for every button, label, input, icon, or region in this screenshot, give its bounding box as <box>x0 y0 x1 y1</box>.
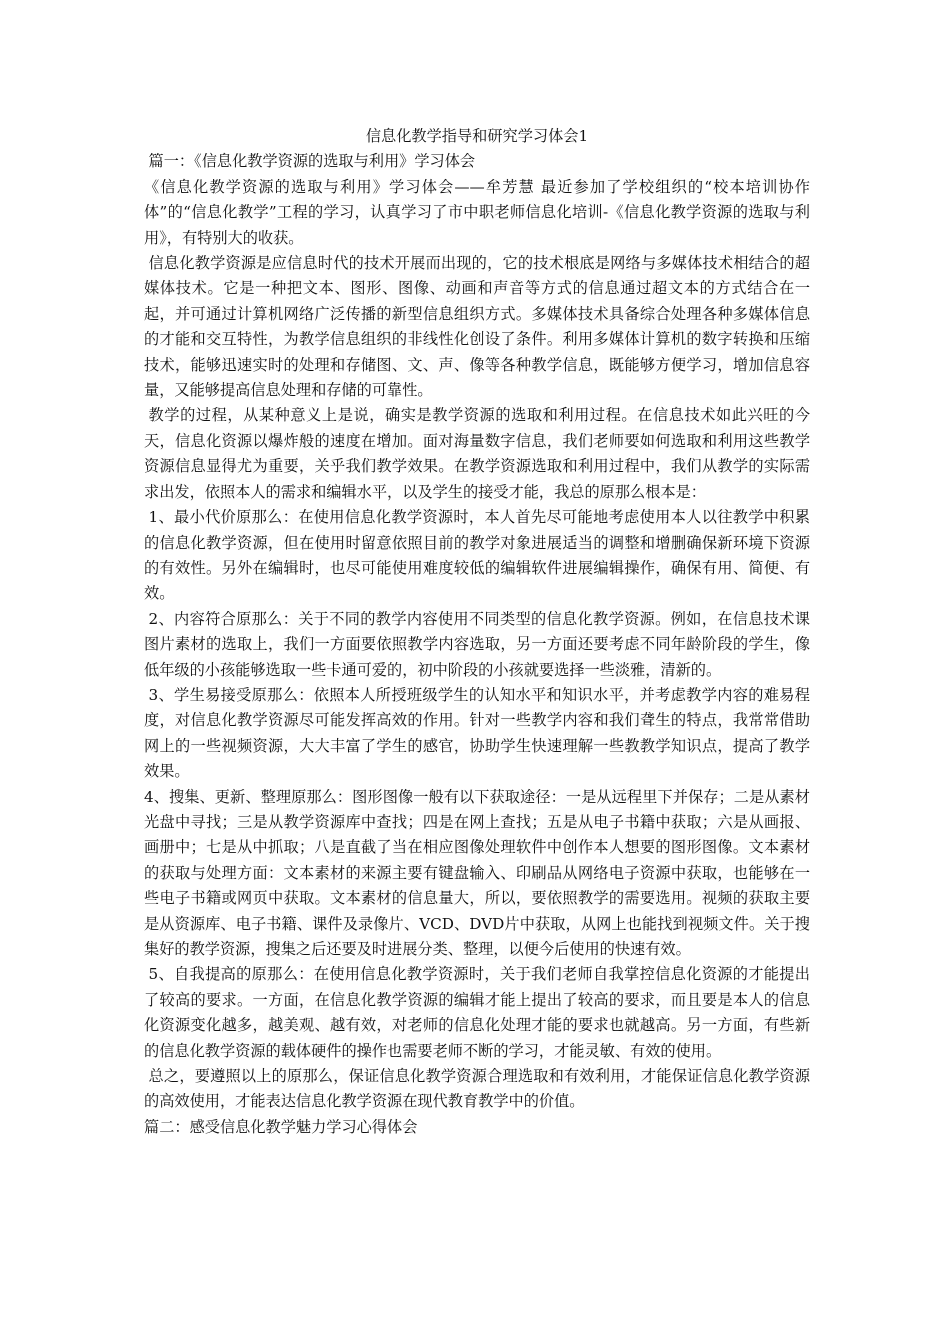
list-item: 4、搜集、更新、整理原那么：图形图像一般有以下获取途径：一是从远程里下并保存；二是从素材光盘中寻找；三是从教学资源库中查找；四是在网上查找；五是从电子书籍中获取；六是从画报、画册中；七是从中抓取；八是直截了当在相应图像处理软件中创作本人想要的图形图像。文本素材的获取与处理方面：文本素材的来源主要有键盘输入、印刷品从网络电子资源中获取，也能够在一些电子书籍或网页中获取。文本素材的信息量大，所以，要依照教学的需要选用。视频的获取主要是从资源库、电子书籍、课件及录像片、VCD、DVD片中获取，从网上也能找到视频文件。关于搜集好的教学资源，搜集之后还要及时进展分类、整理，以便今后使用的快速有效。 <box>144 787 810 958</box>
paragraph: 总之，要遵照以上的原那么，保证信息化教学资源合理选取和有效利用，才能保证信息化教学资源的高效使用，才能表达信息化教学资源在现代教育教学中的价值。 <box>144 1067 810 1111</box>
document-title: 信息化教学指导和研究学习体会1 <box>365 127 589 145</box>
list-item: 1、最小代价原那么：在使用信息化教学资源时，本人首先尽可能地考虑使用本人以往教学中积累的信息化教学资源，但在使用时留意依照目前的教学对象进展适当的调整和增删确保新环境下资源的有效性。另外在编辑时，也尽可能使用难度较低的编辑软件进展编辑操作，确保有用、简便、有效。 <box>144 508 810 603</box>
document-body <box>144 124 810 1140</box>
list-item: 3、学生易接受原那么：依照本人所授班级学生的认知水平和知识水平，并考虑教学内容的难易程度，对信息化教学资源尽可能发挥高效的作用。针对一些教学内容和我们聋生的特点，我常常借助网上的一些视频资源，大大丰富了学生的感官，协助学生快速理解一些教教学知识点，提高了教学效果。 <box>144 685 810 781</box>
paragraph: 《信息化教学资源的选取与利用》学习体会——牟芳慧 最近参加了学校组织的“校本培训协作体”的“信息化教学”工程的学习，认真学习了市中职老师信息化培训-《信息化教学资源的选取与利用》，有特别大的收获。 <box>144 177 810 247</box>
list-item: 2、内容符合原那么：关于不同的教学内容使用不同类型的信息化教学资源。例如，在信息技术课图片素材的选取上，我们一方面要依照教学内容选取，另一方面还要考虑不同年龄阶段的学生，像低年级的小孩能够选取一些卡通可爱的，初中阶段的小孩就要选择一些淡雅，清新的。 <box>144 609 810 679</box>
paragraph: 信息化教学资源是应信息时代的技术开展而出现的，它的技术根底是网络与多媒体技术相结合的超媒体技术。它是一种把文本、图形、图像、动画和声音等方式的信息通过超文本的方式结合在一起，并可通过计算机网络广泛传播的新型信息组织方式。多媒体技术具备综合处理各种多媒体信息的才能和交互特性，为教学信息组织的非线性化创设了条件。利用多媒体计算机的数字转换和压缩技术，能够迅速实时的处理和存储图、文、声、像等各种教学信息，既能够方便学习，增加信息容量，又能够提高信息处理和存储的可靠性。 <box>144 254 810 400</box>
list-item: 5、自我提高的原那么：在使用信息化教学资源时，关于我们老师自我掌控信息化资源的才能提出了较高的要求。一方面，在信息化教学资源的编辑才能上提出了较高的要求，而且要是本人的信息化资源变化越多，越美观、越有效，对老师的信息化处理才能的要求也就越高。另一方面，有些新的信息化教学资源的载体硬件的操作也需要老师不断的学习，才能灵敏、有效的使用。 <box>144 965 810 1060</box>
section-heading: 篇一：《信息化教学资源的选取与利用》学习体会 <box>148 152 476 171</box>
section-heading: 篇二：感受信息化教学魅力学习心得体会 <box>144 1117 418 1136</box>
paragraph: 教学的过程，从某种意义上是说，确实是教学资源的选取和利用过程。在信息技术如此兴旺的今天，信息化资源以爆炸般的速度在增加。面对海量数字信息，我们老师要如何选取和利用这些教学资源信息显得尤为重要，关乎我们教学效果。在教学资源选取和利用过程中，我们从教学的实际需求出发，依照本人的需求和编辑水平，以及学生的接受才能，我总的原那么根本是： <box>144 406 810 501</box>
